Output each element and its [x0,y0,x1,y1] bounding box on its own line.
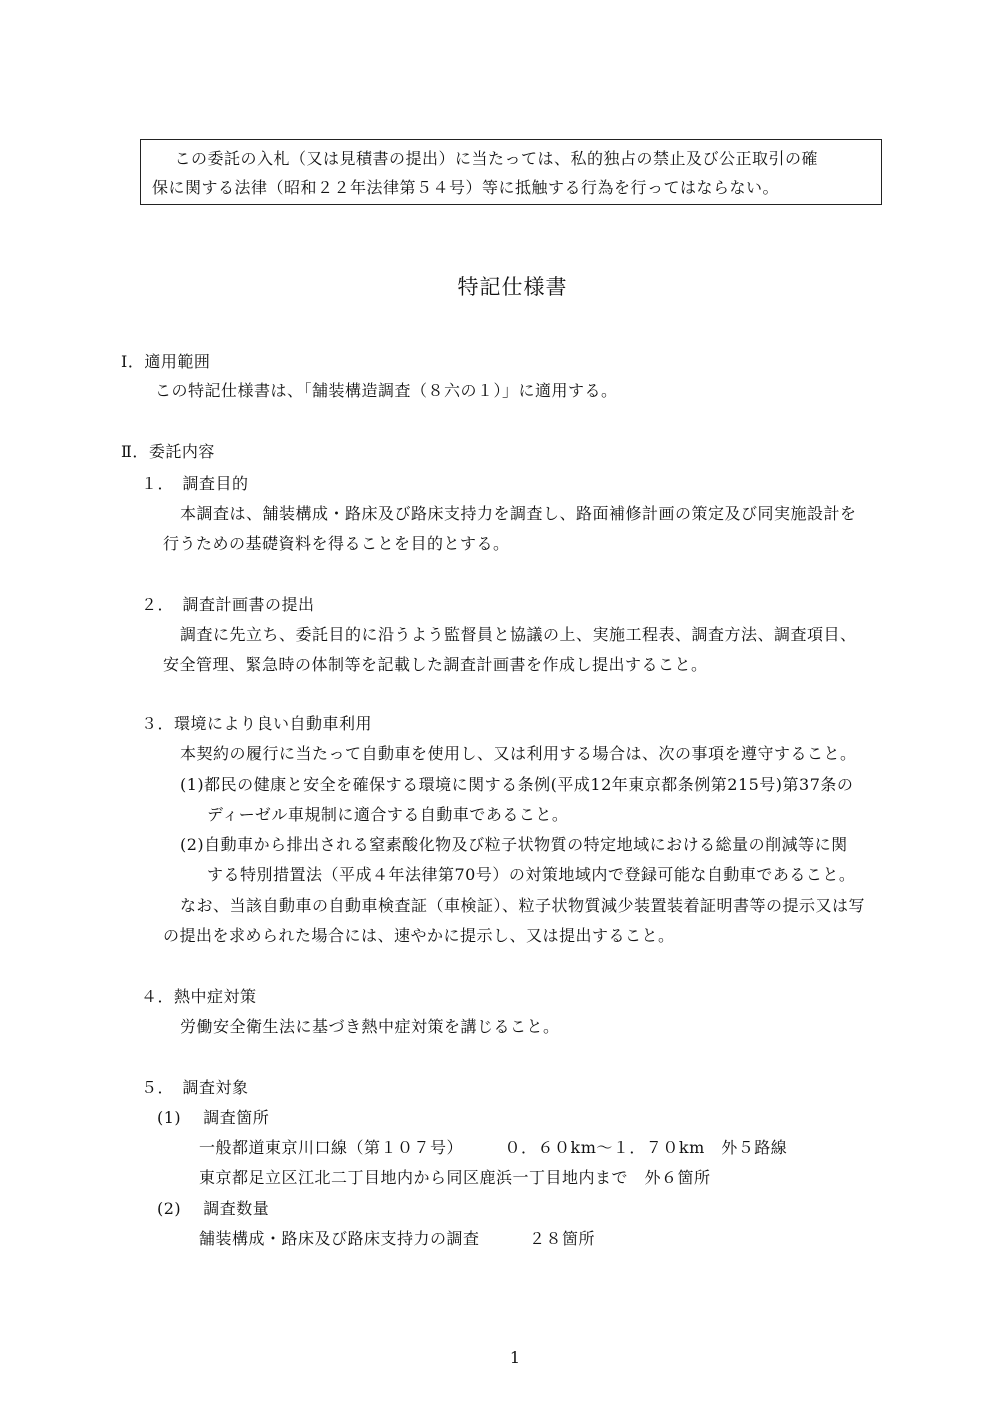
item-5-sub-1-heading: (1) 調査箇所 [157,1108,270,1127]
page-number: 1 [509,1348,521,1367]
item-2-line-1: 調査に先立ち、委託目的に沿うよう監督員と協議の上、実施工程表、調査方法、調査項目、 [180,625,857,644]
item-1-line-2: 行うための基礎資料を得ることを目的とする。 [163,534,510,553]
item-1-heading: １． 調査目的 [141,474,249,493]
item-2-line-2: 安全管理、緊急時の体制等を記載した調査計画書を作成し提出すること。 [163,655,708,674]
item-4-heading: ４．熱中症対策 [141,987,257,1006]
item-3-sub-2-line-2: する特別措置法（平成４年法律第70号）の対策地域内で登録可能な自動車であること。 [207,865,856,884]
page-title: 特記仕様書 [457,275,568,299]
section-1-heading: Ⅰ．適用範囲 [121,352,211,371]
item-3-sub-1-line-1: (1)都民の健康と安全を確保する環境に関する条例(平成12年東京都条例第215号)第37条の [180,775,854,794]
item-5-sub-1-line-1: 一般都道東京川口線（第１０７号） ０．６０km～１．７０km 外５路線 [199,1138,788,1157]
item-5-sub-1-line-2: 東京都足立区江北二丁目地内から同区鹿浜一丁目地内まで 外６箇所 [199,1168,711,1187]
item-3-note-line-2: の提出を求められた場合には、速やかに提示し、又は提出すること。 [163,926,675,945]
section-2-heading: Ⅱ．委託内容 [121,442,215,461]
notice-line-1: この委託の入札（又は見積書の提出）に当たっては、私的独占の禁止及び公正取引の確 [158,149,819,168]
item-4-body: 労働安全衛生法に基づき熱中症対策を講じること。 [180,1017,560,1036]
item-2-heading: ２． 調査計画書の提出 [141,595,315,614]
item-3-line-1: 本契約の履行に当たって自動車を使用し、又は利用する場合は、次の事項を遵守すること。 [180,744,857,763]
item-3-sub-2-line-1: (2)自動車から排出される窒素酸化物及び粒子状物質の特定地域における総量の削減等に関 [180,835,848,854]
item-1-line-1: 本調査は、舗装構成・路床及び路床支持力を調査し、路面補修計画の策定及び同実施設計を [180,504,857,523]
item-5-sub-2-heading: (2) 調査数量 [157,1199,270,1218]
item-3-note-line-1: なお、当該自動車の自動車検査証（車検証）、粒子状物質減少装置装着証明書等の提示又は写 [180,896,866,915]
item-3-heading: ３．環境により良い自動車利用 [141,714,373,733]
item-5-heading: ５． 調査対象 [141,1078,249,1097]
item-5-sub-2-line-1: 舗装構成・路床及び路床支持力の調査 ２８箇所 [199,1229,596,1248]
notice-line-2: 保に関する法律（昭和２２年法律第５４号）等に抵触する行為を行ってはならない。 [152,178,780,197]
item-3-sub-1-line-2: ディーゼル車規制に適合する自動車であること。 [207,805,569,824]
section-1-body: この特記仕様書は、「舗装構造調査（８六の１）」に適用する。 [155,381,618,400]
